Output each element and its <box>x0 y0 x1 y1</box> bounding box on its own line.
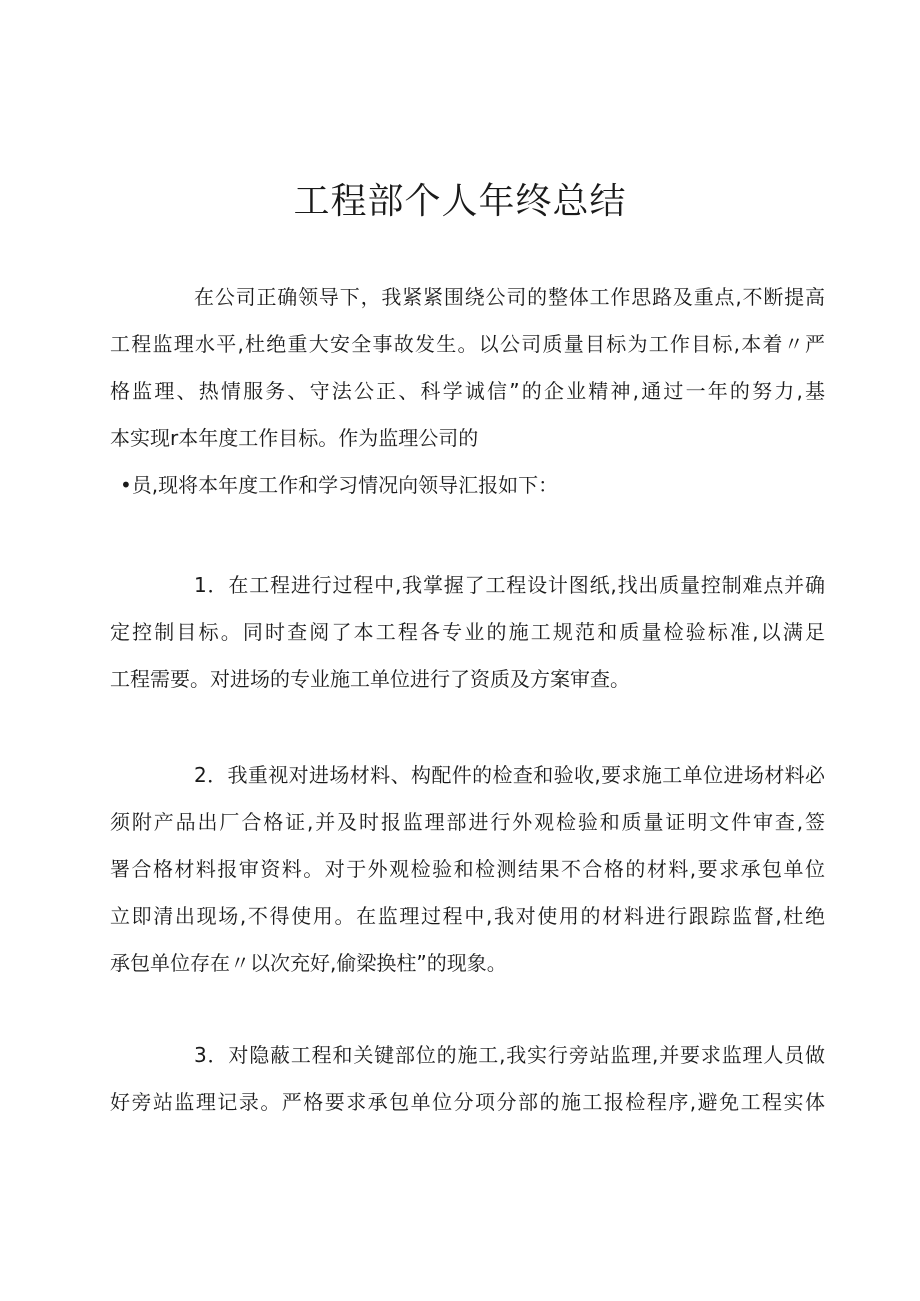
text-line: •员,现将本年度工作和学习情况向领导汇报如下： <box>120 473 559 497</box>
item-2-paragraph <box>110 752 825 987</box>
item-1-paragraph <box>110 562 825 703</box>
item-3-paragraph <box>110 1032 825 1126</box>
text-line: 在公司正确领导下，我紧紧围绕公司的整体工作思路及重点,不断提高 <box>194 285 825 309</box>
text-line: 定控制目标。同时查阅了本工程各专业的施工规范和质量检验标准,以满足 <box>110 620 825 644</box>
text-line: 本实现r本年度工作目标。作为监理公司的 <box>110 426 479 450</box>
text-line: 承包单位存在〃以次充好,偷梁换柱”的现象。 <box>110 951 507 975</box>
intro-continuation <box>120 462 835 509</box>
text-line: 好旁站监理记录。严格要求承包单位分项分部的施工报检程序,避免工程实体 <box>110 1090 825 1114</box>
document-title: 工程部个人年终总结 <box>293 181 627 222</box>
text-line: 署合格材料报审资料。对于外观检验和检测结果不合格的材料,要求承包单位 <box>110 857 825 881</box>
text-line: 须附产品出厂合格证,并及时报监理部进行外观检验和质量证明文件审查,签 <box>110 810 825 834</box>
text-line: 1．在工程进行过程中,我掌握了工程设计图纸,找出质量控制难点并确 <box>194 573 825 597</box>
text-line: 工程监理水平,杜绝重大安全事故发生。以公司质量目标为工作目标,本着〃严 <box>110 332 825 356</box>
intro-paragraph <box>110 274 825 462</box>
text-line: 格监理、热情服务、守法公正、科学诚信”的企业精神,通过一年的努力,基 <box>110 379 825 403</box>
text-line: 立即清出现场,不得使用。在监理过程中,我对使用的材料进行跟踪监督,杜绝 <box>110 904 825 928</box>
text-line: 3．对隐蔽工程和关键部位的施工,我实行旁站监理,并要求监理人员做 <box>194 1043 825 1067</box>
text-line: 2．我重视对进场材料、构配件的检查和验收,要求施工单位进场材料必 <box>194 763 825 787</box>
text-line: 工程需要。对进场的专业施工单位进行了资质及方案审查。 <box>110 667 630 691</box>
